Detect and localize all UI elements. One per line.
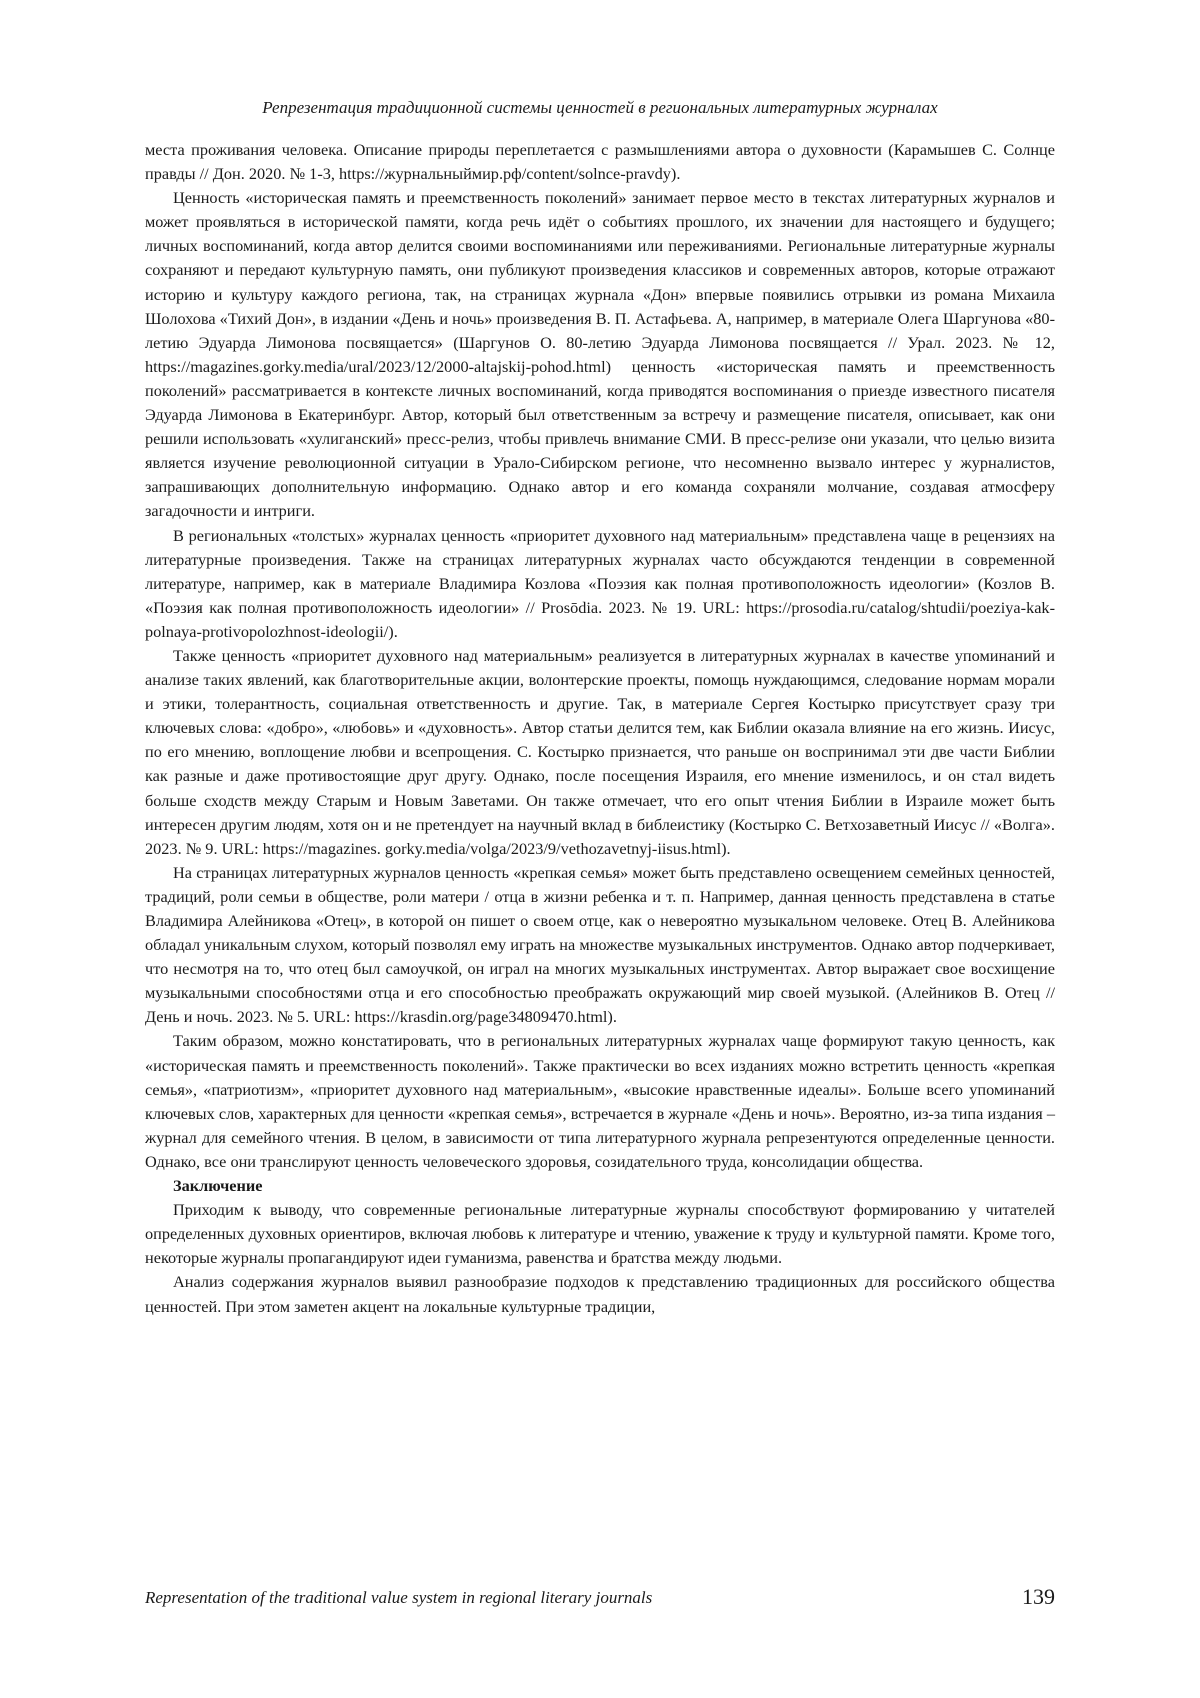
paragraph-historical-memory: Ценность «историческая память и преемственность поколений» занимает первое место в текстах литературных журналов и может проявляться в исторической памяти, когда речь идёт о событиях прошлого, их значении для настоящего и будущего; личных воспоминаний, когда автор делится своими воспоминаниями или переживаниями. Региональные литературные журналы сохраняют и передают культурную память, они публикуют произведения классиков и современных авторов, которые отражают историю и культуру каждого региона, так, на страницах журнала «Дон» впервые появились отрывки из романа Михаила Шолохова «Тихий Дон», в издании «День и ночь» произведения В. П. Астафьева. А, например, в материале Олега Шаргунова «80-летию Эдуарда Лимонова посвящается» (Шаргунов О. 80-летию Эдуарда Лимонова посвящается // Урал. 2023. № 12, https://magazines.gorky.media/ural/2023/12/2000-altajskij-pohod.html) ценность «историческая память и преемственность поколений» рассматривается в контексте личных воспоминаний, когда приводятся воспоминания о приезде известного писателя Эдуарда Лимонова в Екатеринбург. Автор, который был ответственным за встречу и размещение писателя, описывает, как они решили использовать «хулиганский» пресс-релиз, чтобы привлечь внимание СМИ. В пресс-релизе они указали, что целью визита является изучение революционной ситуации в Урало-Сибирском регионе, что несомненно вызвало интерес у журналистов, запрашивающих дополнительную информацию. Однако автор и его команда сохраняли молчание, создавая атмосферу загадочности и интриги. (145, 188, 1055, 521)
article-body (145, 138, 1055, 1319)
paragraph-strong-family: На страницах литературных журналов ценность «крепкая семья» может быть представлено освещением семейных ценностей, традиций, роли семьи в обществе, роли матери / отца в жизни ребенка и т. п. Например, данная ценность представлена в статье Владимира Алейникова «Отец», в которой он пишет о своем отце, как о невероятно музыкальном человеке. Отец В. Алейникова обладал уникальным слухом, который позволял ему играть на множестве музыкальных инструментов. Однако автор подчеркивает, что несмотря на то, что отец был самоучкой, он играл на многих музыкальных инструментах. Автор выражает свое восхищение музыкальными способностями отца и его способностью преображать окружающий мир своей музыкой. (Алейников В. Отец // День и ночь. 2023. № 5. URL: https://krasdin.org/page34809470.html). (145, 862, 1055, 1027)
paragraph-continuation: места проживания человека. Описание природы переплетается с размышлениями автора о духовности (Карамышев С. Солнце правды // Дон. 2020. № 1-3, https://журнальныймир.рф/content/solnce-pravdy). (145, 140, 1055, 184)
running-footer: Representation of the traditional value system in regional literary journals (145, 1588, 653, 1607)
paragraph-spiritual-priority: В региональных «толстых» журналах ценность «приоритет духовного над материальным» представлена чаще в рецензиях на литературные произведения. Также на страницах литературных журналах часто обсуждаются тенденции в современной литературе, например, как в материале Владимира Козлова «Поэзия как полная противоположность идеологии» (Козлов В. «Поэзия как полная противоположность идеологии» // Prosōdia. 2023. № 19. URL: https://prosodia.ru/catalog/shtudii/poeziya-kak-polnaya-protivopolozhnost-ideologii/). (145, 525, 1055, 641)
paragraph-spiritual-examples: Также ценность «приоритет духовного над материальным» реализуется в литературных журналах в качестве упоминаний и анализе таких явлений, как благотворительные акции, волонтерские проекты, помощь нуждающимся, следование нормам морали и этики, толерантность, социальная ответственность и другие. Так, в материале Сергея Костырко присутствует сразу три ключевых слова: «добро», «любовь» и «духовность». Автор статьи делится тем, как Библии оказала влияние на его жизнь. Иисус, по его мнению, воплощение любви и всепрощения. С. Костырко признается, что раньше он воспринимал эти две части Библии как разные и даже противостоящие друг другу. Однако, после посещения Израиля, его мнение изменилось, и он стал видеть больше сходств между Старым и Новым Заветами. Он также отмечает, что его опыт чтения Библии в Израиле может быть интересен другим людям, хотя он и не претендует на научный вклад в библеистику (Костырко С. Ветхозаветный Иисус // «Волга». 2023. № 9. URL: https://magazines. gorky.media/volga/2023/9/vethozavetnyj-iisus.html). (145, 645, 1055, 858)
paragraph-conclusion-1: Приходим к выводу, что современные региональные литературные журналы способствуют формированию у читателей определенных духовных ориентиров, включая любовь к литературе и чтению, уважение к труду и культурной памяти. Кроме того, некоторые журналы пропагандируют идеи гуманизма, равенства и братства между людьми. (145, 1200, 1055, 1268)
paragraph-summary: Таким образом, можно констатировать, что в региональных литературных журналах чаще формируют такую ценность, как «историческая память и преемственность поколений». Также практически во всех изданиях можно встретить ценность «крепкая семья», «патриотизм», «приоритет духовного над материальным», «высокие нравственные идеалы». Больше всего упоминаний ключевых слов, характерных для ценности «крепкая семья», встречается в журнале «День и ночь». Вероятно, из-за типа издания – журнал для семейного чтения. В целом, в зависимости от типа литературного журнала репрезентуются определенные ценности. Однако, все они транслируют ценность человеческого здоровья, созидательного труда, консолидации общества. (145, 1031, 1055, 1171)
paragraph-conclusion-2: Анализ содержания журналов выявил разнообразие подходов к представлению традиционных для российского общества ценностей. При этом заметен акцент на локальные культурные традиции, (145, 1272, 1055, 1316)
running-header: Репрезентация традиционной системы ценностей в региональных литературных журналах (262, 98, 938, 117)
section-heading-conclusion: Заключение (173, 1176, 263, 1196)
page-number: 139 (1022, 1584, 1055, 1609)
